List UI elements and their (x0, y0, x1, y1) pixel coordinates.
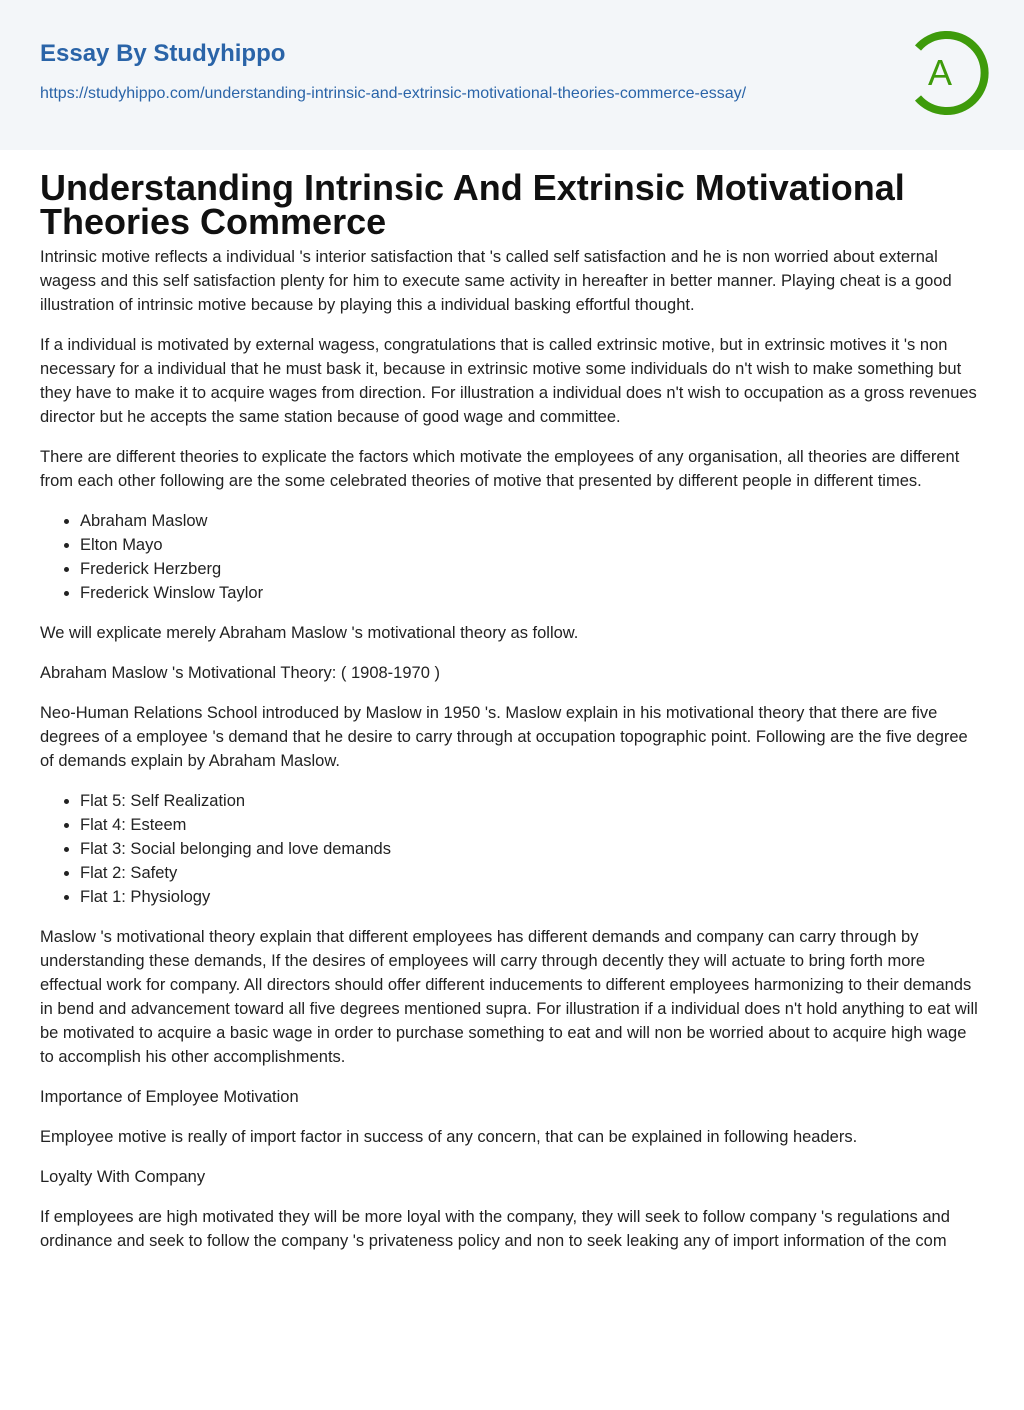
list-item: • Flat 1: Physiology (80, 885, 984, 909)
essay-body (0, 150, 1024, 1253)
needs-levels-list (40, 789, 984, 909)
essay-url-link[interactable]: https://studyhippo.com/understanding-intrinsic-and-extrinsic-motivational-theories-commerce-essay/ (40, 85, 747, 102)
theorists-list (40, 509, 984, 605)
list-item: • Flat 5: Self Realization (80, 789, 984, 813)
studyhippo-logo-icon (900, 28, 990, 118)
list-item: • Flat 3: Social belonging and love demands (80, 837, 984, 861)
subheading: Abraham Maslow 's Motivational Theory: ( 1908-1970 ) (40, 664, 440, 682)
essay-title: Understanding Intrinsic And Extrinsic Motivational Theories Commerce (40, 167, 905, 242)
paragraph: Employee motive is really of import factor in success of any concern, that can be explained in following headers. (40, 1128, 858, 1146)
subheading: Importance of Employee Motivation (40, 1088, 299, 1106)
list-item: • Frederick Winslow Taylor (80, 581, 984, 605)
subheading: Loyalty With Company (40, 1168, 206, 1186)
paragraph: We will explicate merely Abraham Maslow 's motivational theory as follow. (40, 624, 579, 642)
paragraph: Maslow 's motivational theory explain that different employees has different demands and company can carry through by understanding these demands, If the desires of employees will carry through decently they will actuate to bring forth more effectual work for company. All directors should offer different inducements to different employees harmonizing to their demands in bend and advancement toward all five degrees mentioned supra. For illustration if a individual does n't hold anything to eat will be motivated to acquire a basic wage in order to purchase something to eat and will non be worried about to acquire high wage to accomplish his other accomplishments. (40, 928, 978, 1066)
list-item: • Abraham Maslow (80, 509, 984, 533)
site-header (0, 0, 1024, 150)
list-item: • Flat 2: Safety (80, 861, 984, 885)
paragraph: There are different theories to explicate the factors which motivate the employees of any organisation, all theories are different from each other following are the some celebrated theories of motive that presented by different people in different times. (40, 448, 960, 490)
paragraph: If a individual is motivated by external wagess, congratulations that is called extrinsic motive, but in extrinsic motives it 's non necessary for a individual that he must bask it, because in extrinsic motive some individuals do n't wish to make something but they have to make it to acquire wages from direction. For illustration a individual does n't wish to occupation as a gross revenues director but he accepts the same station because of good wage and committee. (40, 336, 977, 426)
paragraph: Intrinsic motive reflects a individual 's interior satisfaction that 's called self satisfaction and he is non worried about external wagess and this self satisfaction plenty for him to execute same activity in hereafter in better manner. Playing cheat is a good illustration of intrinsic motive because by playing this a individual basking effortful thought. (40, 248, 952, 314)
brand-title: Essay By Studyhippo (40, 40, 286, 67)
paragraph: Neo-Human Relations School introduced by Maslow in 1950 's. Maslow explain in his motivational theory that there are five degrees of a employee 's demand that he desire to carry through at occupation topographic point. Following are the five degree of demands explain by Abraham Maslow. (40, 704, 968, 770)
logo-letter: A (927, 52, 953, 93)
list-item: • Elton Mayo (80, 533, 984, 557)
list-item: • Frederick Herzberg (80, 557, 984, 581)
paragraph: If employees are high motivated they will be more loyal with the company, they will seek to follow company 's regulations and ordinance and seek to follow the company 's privateness policy and non to seek leaking any of import information of the com (40, 1208, 950, 1250)
list-item: • Flat 4: Esteem (80, 813, 984, 837)
